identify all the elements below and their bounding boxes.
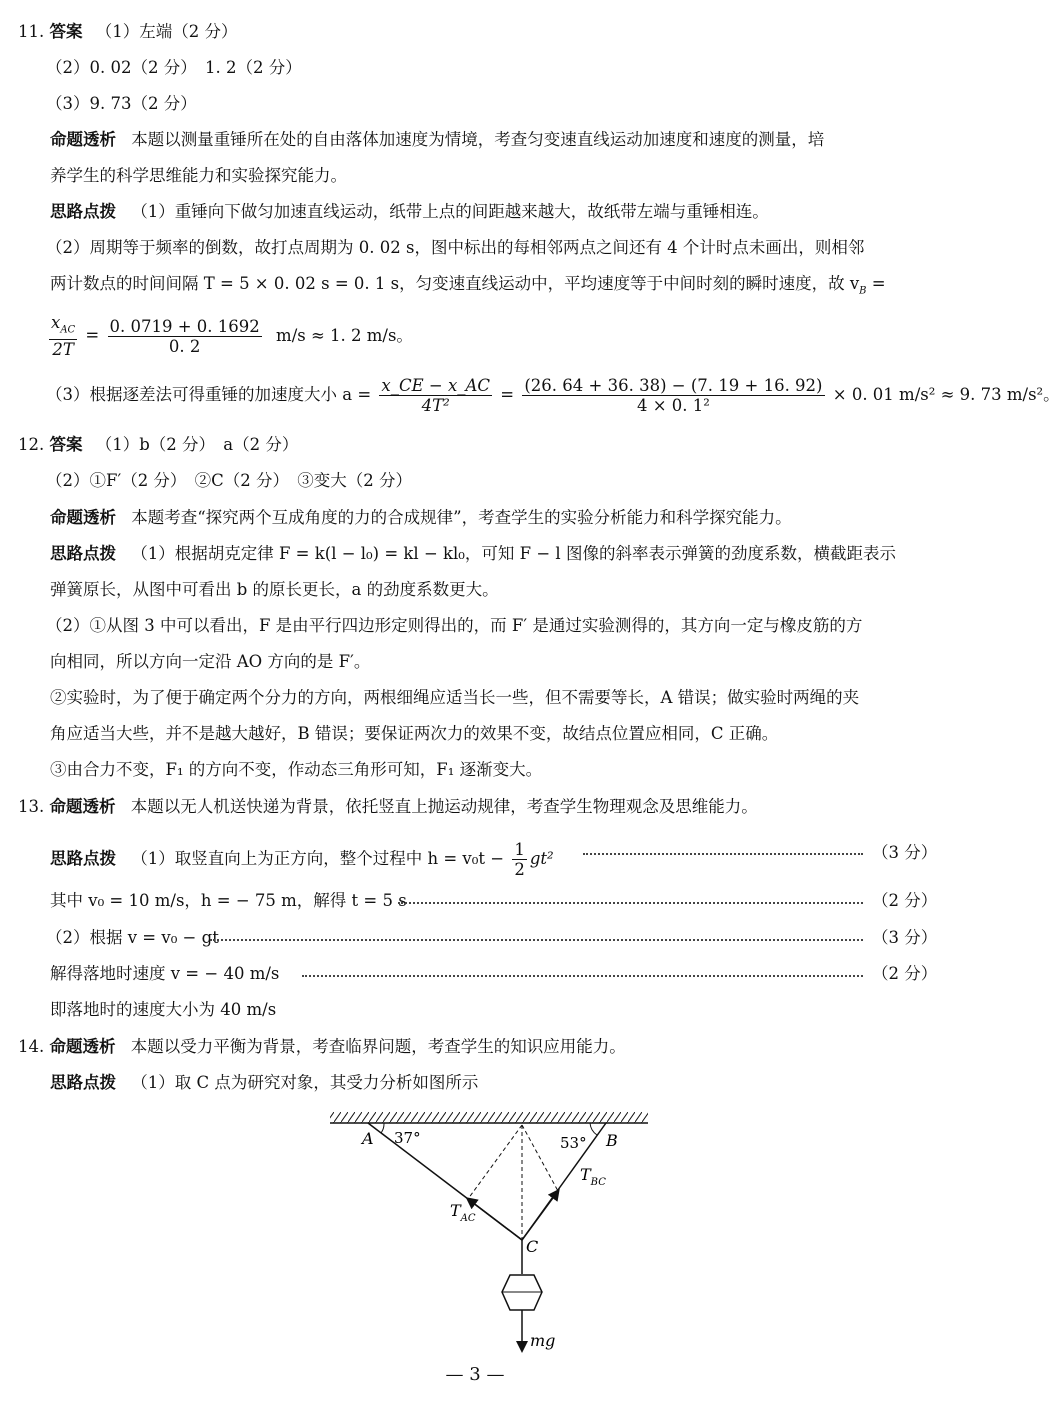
answer-text: （1）左端（2 分） xyxy=(95,22,238,41)
fraction-half xyxy=(512,840,527,879)
q11-hint-line xyxy=(50,201,769,223)
leader-dots xyxy=(302,975,863,977)
hint-label: 思路点拨 xyxy=(50,544,116,563)
q12-hint-3: （2）①从图 3 中可以看出，F 是由平行四边形定则得出的，而 F′ 是通过实验测得的，其方向一定与橡皮筋的方 xyxy=(46,616,863,635)
q11-formula-a: （3）根据逐差法可得重锤的加速度大小 a = $\frac{x\_CE - x\_AC}{\text{4T²}}$ = $\frac{(26. 64 + 36. 38) - (7. 19 + 16. 92)}{\text{4 × 0. 1²}}$ × 0. 01 m/s² ≈ 9. 73 m/s²。 xyxy=(46,376,1060,415)
frac-denominator: 2T xyxy=(52,340,74,360)
label-angle-a: 37° xyxy=(394,1129,421,1147)
q12-answer-2: （2）①F′（2 分） ②C（2 分） ③变大（2 分） xyxy=(46,471,413,490)
hint-label: 思路点拨 xyxy=(50,849,116,868)
intent-label: 命题透析 xyxy=(49,1037,116,1056)
arrow-tac xyxy=(468,1199,522,1240)
label-b: B xyxy=(606,1131,618,1150)
frac-denominator: 4 × 0. 1² xyxy=(636,396,710,415)
intent-label: 命题透析 xyxy=(49,797,116,816)
fraction-values xyxy=(108,317,262,356)
hint-text: （3）根据逐差法可得重锤的加速度大小 a = xyxy=(46,385,372,404)
angle-arc-a xyxy=(381,1123,384,1133)
q12-intent-line xyxy=(50,507,792,529)
arrow-tbc xyxy=(522,1191,558,1240)
q13-hint-2: 其中 v₀ = 10 m/s，h = − 75 m，解得 t = 5 s xyxy=(50,891,407,910)
intent-text: 本题以受力平衡为背景，考查临界问题，考查学生的知识应用能力。 xyxy=(130,1037,626,1056)
hint-label: 思路点拨 xyxy=(50,1073,116,1092)
intent-text: 本题以无人机送快递为背景，依托竖直上抛运动规律，考查学生物理观念及思维能力。 xyxy=(130,797,758,816)
hint-text: （1）取 C 点为研究对象，其受力分析如图所示 xyxy=(131,1073,479,1092)
hint-text: 两计数点的时间间隔 T = 5 × 0. 02 s = 0. 1 s，匀变速直线运动中，平均速度等于中间时刻的瞬时速度，故 v xyxy=(50,274,860,293)
label-mg: mg xyxy=(530,1331,556,1350)
formula-result: × 0. 01 m/s² ≈ 9. 73 m/s²。 xyxy=(832,385,1060,404)
angle-arc-b xyxy=(590,1123,597,1135)
label-tbc: $T_{BC}$ xyxy=(580,1165,606,1188)
hint-text: = xyxy=(866,274,886,293)
intent-text: 本题考查“探究两个互成角度的力的合成规律”，考查学生的实验分析能力和科学探究能力。 xyxy=(131,508,792,527)
q11-answer-line xyxy=(18,21,238,43)
fraction-xac-2t xyxy=(49,313,77,359)
leader-dots xyxy=(398,902,863,904)
score-points: （3 分） xyxy=(872,843,938,862)
question-number: 12. xyxy=(18,435,45,454)
question-number: 13. xyxy=(18,797,45,816)
q13-intent-line xyxy=(18,796,758,818)
subscript: AC xyxy=(60,324,76,336)
hint-text: （1）取竖直向上为正方向，整个过程中 h = v₀t − xyxy=(131,849,505,868)
label-tac: $T_{AC}$ xyxy=(450,1201,476,1224)
hint-text: （1）重锤向下做匀加速直线运动，纸带上点的间距越来越大，故纸带左端与重锤相连。 xyxy=(131,202,769,221)
hint-text: （1）根据胡克定律 F = k(l − l₀) = kl − kl₀，可知 F − l 图像的斜率表示弹簧的劲度系数，横截距表示 xyxy=(131,544,896,563)
score-points: （2 分） xyxy=(872,964,938,983)
q13-hint-3: （2）根据 v = v₀ − gt xyxy=(46,928,219,947)
frac-numerator: x xyxy=(51,313,61,332)
intent-label: 命题透析 xyxy=(50,130,116,149)
formula-term: gt² xyxy=(529,849,554,868)
dashed-parallel-2 xyxy=(522,1125,558,1191)
label-c: C xyxy=(526,1237,539,1256)
subscript: B xyxy=(859,285,867,297)
q12-hint-4: 向相同，所以方向一定沿 AO 方向的是 F′。 xyxy=(50,652,371,671)
q11-intent-2: 养学生的科学思维能力和实验探究能力。 xyxy=(50,166,347,185)
formula-result: m/s ≈ 1. 2 m/s。 xyxy=(276,325,413,345)
answer-label: 答案 xyxy=(49,435,83,454)
q12-hint-line xyxy=(50,543,896,565)
q12-hint-7: ③由合力不变，F₁ 的方向不变，作动态三角形可知，F₁ 逐渐变大。 xyxy=(50,760,543,779)
q11-hint-3 xyxy=(50,273,886,302)
q12-hint-6: 角应适当大些，并不是越大越好，B 错误；要保证两次力的效果不变，故结点位置应相同，C 正确。 xyxy=(50,724,779,743)
question-number: 14. xyxy=(18,1037,45,1056)
page-number: — 3 — xyxy=(445,1364,505,1385)
intent-label: 命题透析 xyxy=(50,508,116,527)
dashed-parallel-1 xyxy=(468,1125,522,1199)
q13-hint-5: 即落地时的速度大小为 40 m/s xyxy=(50,1000,277,1019)
q11-hint-2: （2）周期等于频率的倒数，故打点周期为 0. 02 s，图中标出的每相邻两点之间还有 4 个计时点未画出，则相邻 xyxy=(46,238,865,257)
intent-text: 本题以测量重锤所在处的自由落体加速度为情境，考查匀变速直线运动加速度和速度的测量，培 xyxy=(131,130,825,149)
q14-intent-line xyxy=(18,1036,626,1058)
frac-numerator: 1 xyxy=(514,840,525,859)
frac-denominator: 0. 2 xyxy=(168,336,201,356)
q13-hint-line xyxy=(50,840,554,879)
answer-text: （1）b（2 分） a（2 分） xyxy=(95,435,299,454)
question-number: 11. xyxy=(18,22,45,41)
q12-hint-2: 弹簧原长，从图中可看出 b 的原长更长，a 的劲度系数更大。 xyxy=(50,580,499,599)
hint-label: 思路点拨 xyxy=(50,202,116,221)
frac-numerator: x_CE − x_AC xyxy=(381,376,491,395)
ceiling xyxy=(330,1112,648,1123)
label-angle-b: 53° xyxy=(560,1134,587,1152)
frac-denominator: 4T² xyxy=(421,396,450,415)
leader-dots xyxy=(583,853,863,855)
score-points: （2 分） xyxy=(872,891,938,910)
frac-numerator: (26. 64 + 36. 38) − (7. 19 + 16. 92) xyxy=(524,376,823,395)
frac-denominator: 2 xyxy=(514,860,525,879)
q11-intent-line xyxy=(50,129,824,151)
leader-dots xyxy=(210,939,863,941)
force-diagram xyxy=(320,1112,660,1360)
q14-hint-line xyxy=(50,1072,478,1094)
frac-numerator: 0. 0719 + 0. 1692 xyxy=(109,316,260,336)
answer-label: 答案 xyxy=(49,22,83,41)
q12-answer-line xyxy=(18,434,298,456)
score-points: （3 分） xyxy=(872,928,938,947)
q11-answer-3: （3）9. 73（2 分） xyxy=(46,94,197,113)
q12-hint-5: ②实验时，为了便于确定两个分力的方向，两根细绳应适当长一些，但不需要等长，A 错误；做实验时两绳的夹 xyxy=(50,688,860,707)
q11-formula-vb: $\frac{x_{AC}}{2T}$ = $\frac{0. 0719 + 0. 1692}{0. 2}$ m/s ≈ 1. 2 m/s。 xyxy=(51,313,413,360)
q13-hint-4: 解得落地时速度 v = − 40 m/s xyxy=(50,964,280,983)
label-a: A xyxy=(362,1129,374,1148)
fraction-values-a xyxy=(522,376,824,415)
q11-answer-2: （2）0. 02（2 分） 1. 2（2 分） xyxy=(46,58,302,77)
fraction-x-diff xyxy=(379,376,492,415)
